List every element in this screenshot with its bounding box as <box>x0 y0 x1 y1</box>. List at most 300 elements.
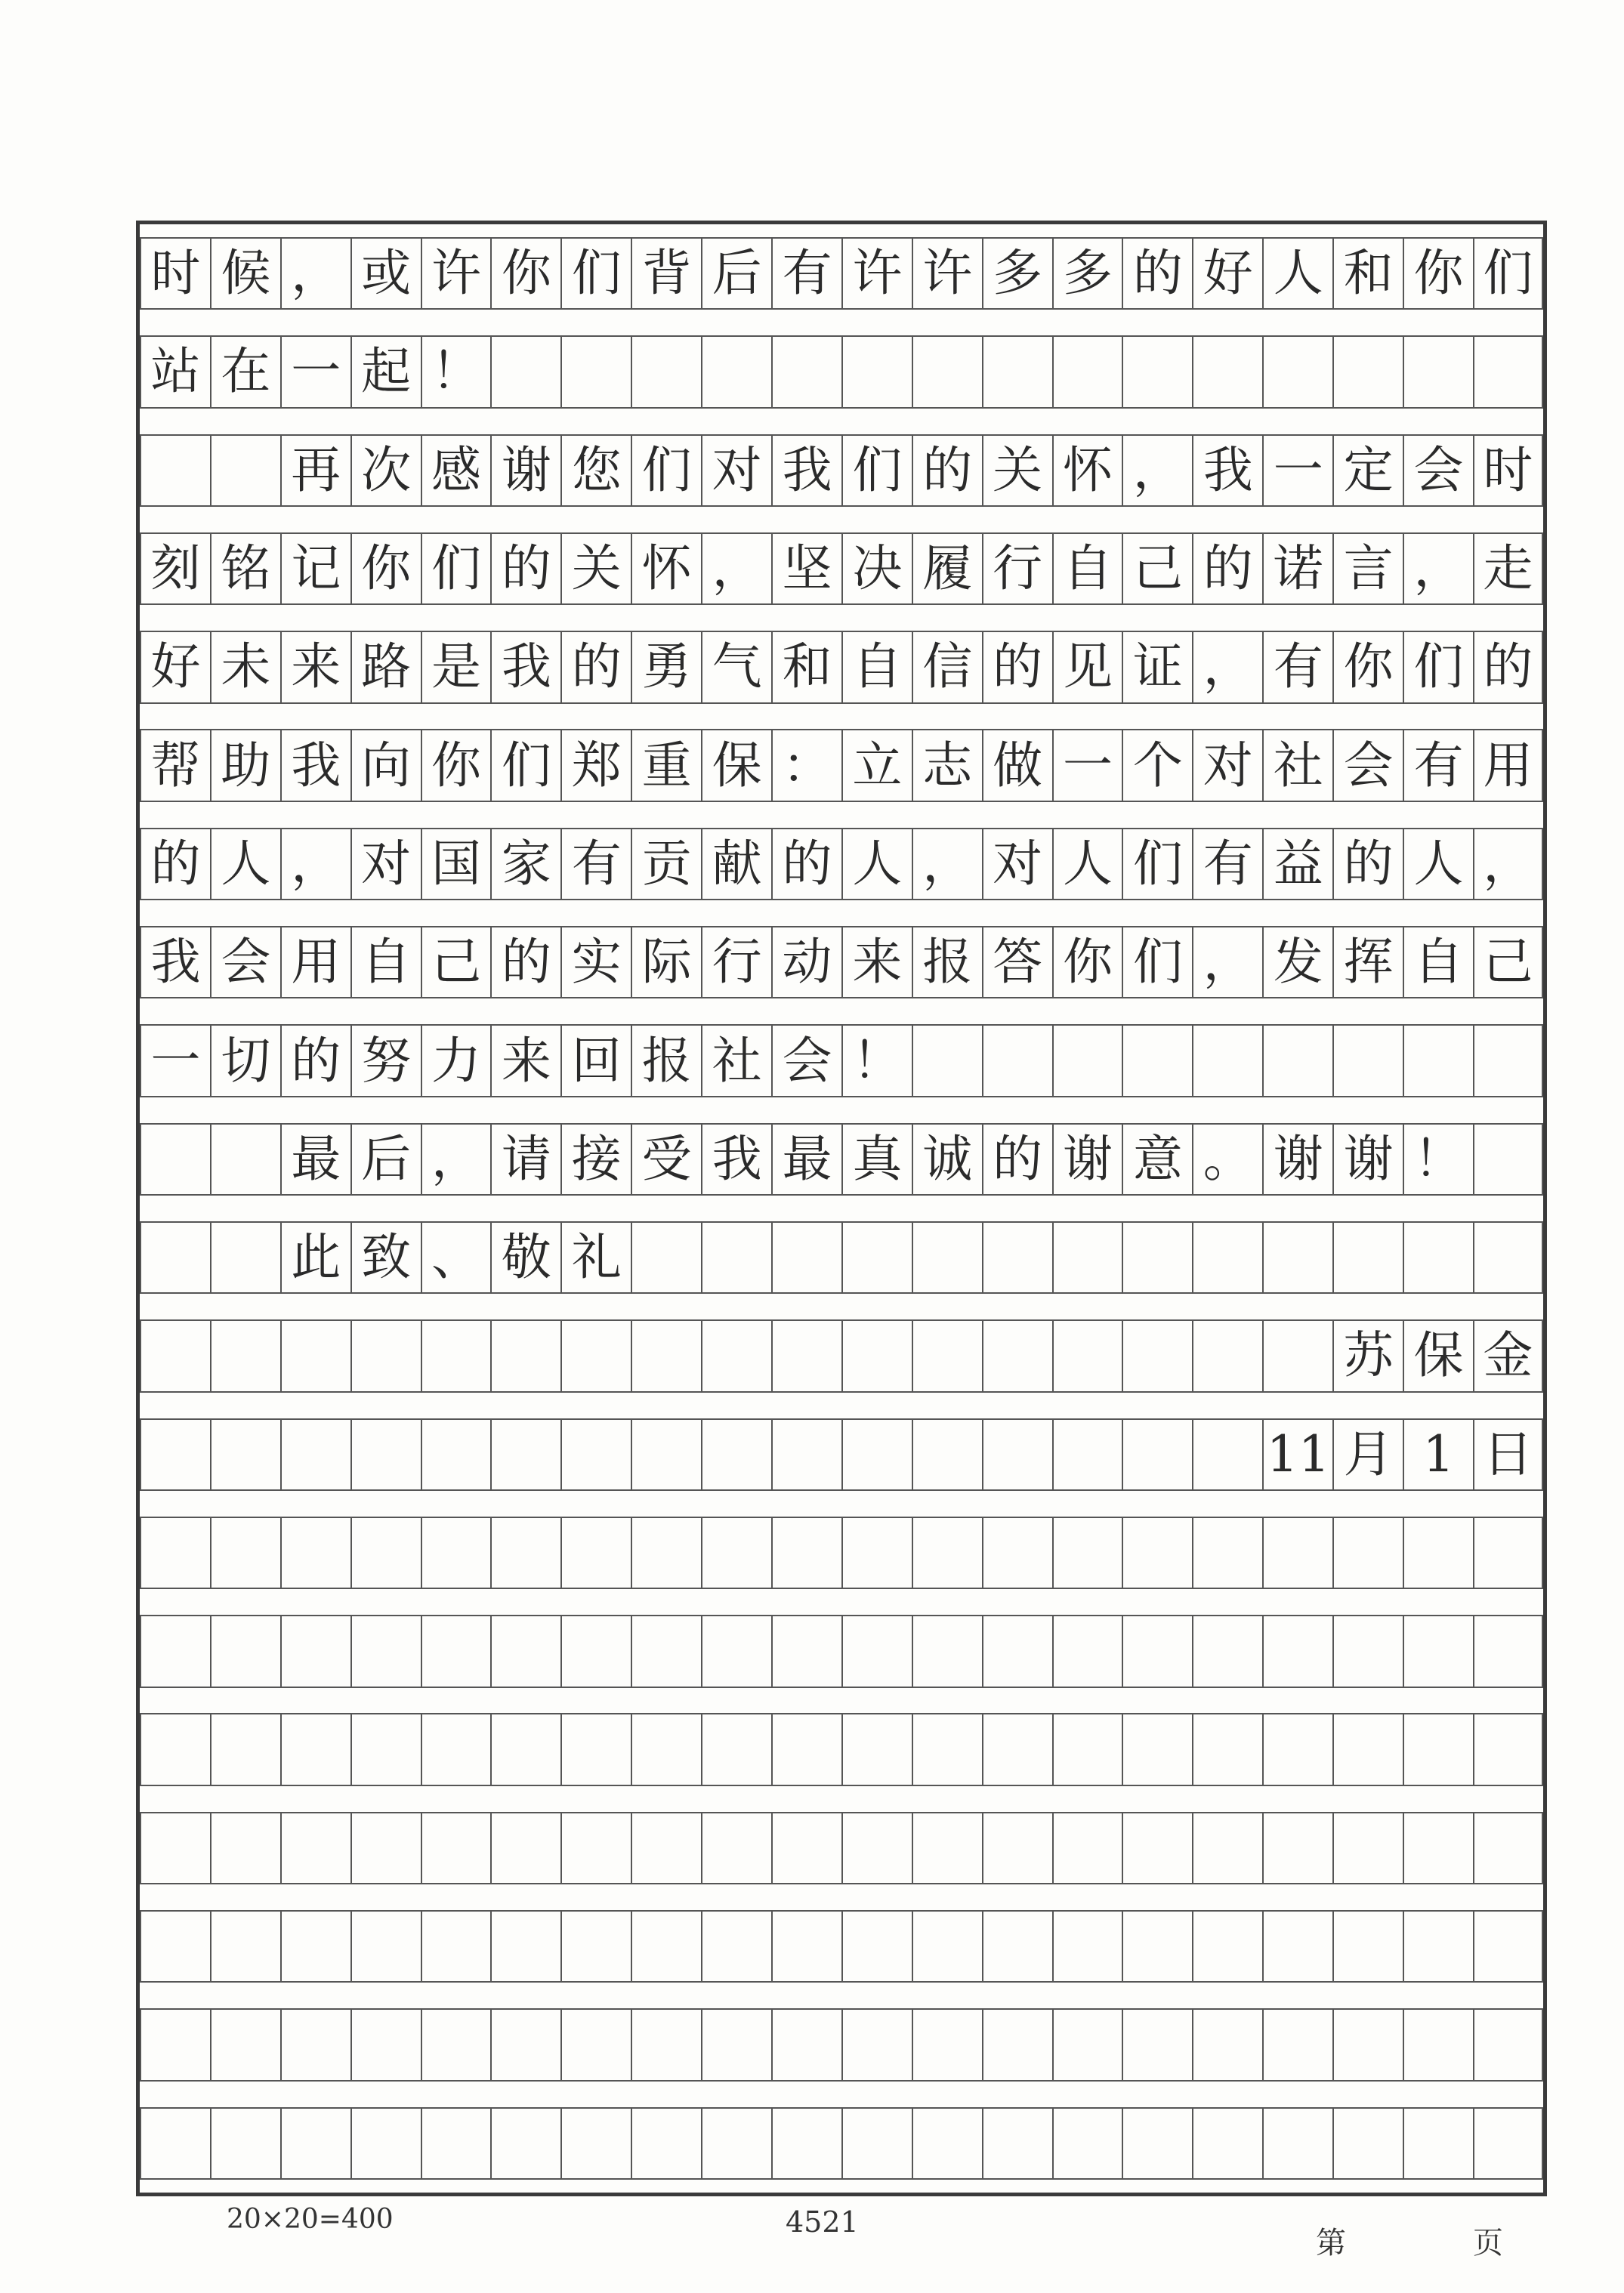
grid-cell <box>701 1615 771 1687</box>
grid-cell <box>421 1812 491 1884</box>
grid-cell: 的 <box>1332 828 1403 900</box>
grid-cell: 。 <box>1192 1123 1262 1196</box>
grid-cell <box>912 1812 982 1884</box>
grid-cell <box>1052 1615 1122 1687</box>
grid-cell <box>1332 2008 1403 2081</box>
grid-cell <box>1192 1319 1262 1392</box>
grid-cell <box>140 434 210 507</box>
grid-cell: 保 <box>1403 1319 1473 1392</box>
grid-row <box>140 1910 1543 1983</box>
grid-cell <box>1052 1910 1122 1983</box>
grid-cell: 保 <box>701 729 771 801</box>
grid-cell: 的 <box>1473 631 1543 703</box>
grid-cell <box>912 1615 982 1687</box>
grid-cell <box>560 1812 631 1884</box>
grid-cell <box>912 1418 982 1491</box>
grid-cell: 背 <box>631 237 701 310</box>
grid-cell <box>1262 1221 1332 1294</box>
grid-cell <box>841 1221 912 1294</box>
grid-cell <box>421 1418 491 1491</box>
grid-cell <box>140 1123 210 1196</box>
grid-cell: 努 <box>350 1024 421 1097</box>
grid-cell: 是 <box>421 631 491 703</box>
grid-cell <box>1122 1615 1192 1687</box>
grid-cell: 见 <box>1052 631 1122 703</box>
grid-cell <box>421 2107 491 2180</box>
grid-cell: 国 <box>421 828 491 900</box>
grid-cell <box>701 1910 771 1983</box>
grid-cell: 路 <box>350 631 421 703</box>
grid-cell <box>1192 2107 1262 2180</box>
grid-cell: 人 <box>841 828 912 900</box>
grid-cell: 人 <box>1403 828 1473 900</box>
grid-cell: 最 <box>280 1123 350 1196</box>
grid-cell <box>1122 2107 1192 2180</box>
grid-cell <box>490 1517 560 1589</box>
grid-cell <box>912 2008 982 2081</box>
grid-cell <box>982 1615 1052 1687</box>
grid-cell: 用 <box>1473 729 1543 801</box>
grid-cell <box>210 1418 280 1491</box>
grid-cell <box>771 2008 841 2081</box>
grid-cell: ， <box>912 828 982 900</box>
grid-cell: 用 <box>280 926 350 998</box>
grid-cell <box>1122 2008 1192 2081</box>
grid-cell <box>350 1418 421 1491</box>
grid-cell: 社 <box>1262 729 1332 801</box>
grid-cell: 对 <box>350 828 421 900</box>
grid-cell <box>771 1517 841 1589</box>
grid-cell <box>490 2107 560 2180</box>
grid-cell <box>280 1615 350 1687</box>
grid-cell: 社 <box>701 1024 771 1097</box>
grid-cell <box>421 1615 491 1687</box>
grid-cell: 我 <box>1192 434 1262 507</box>
grid-cell: 们 <box>1122 828 1192 900</box>
grid-row <box>140 1418 1543 1491</box>
grid-cell <box>350 1910 421 1983</box>
grid-cell: 来 <box>841 926 912 998</box>
grid-cell <box>140 1615 210 1687</box>
grid-cell: 有 <box>560 828 631 900</box>
grid-cell: 好 <box>1192 237 1262 310</box>
grid-cell: 日 <box>1473 1418 1543 1491</box>
grid-cell <box>210 1221 280 1294</box>
grid-cell <box>560 2008 631 2081</box>
grid-cell <box>912 1024 982 1097</box>
grid-cell: 们 <box>841 434 912 507</box>
grid-cell <box>1192 1713 1262 1785</box>
grid-cell <box>701 1812 771 1884</box>
grid-row <box>140 926 1543 998</box>
grid-cell <box>1052 1221 1122 1294</box>
grid-cell: 们 <box>1403 631 1473 703</box>
grid-cell: 证 <box>1122 631 1192 703</box>
grid-cell: 、 <box>421 1221 491 1294</box>
grid-cell <box>631 2107 701 2180</box>
grid-cell <box>560 1713 631 1785</box>
grid-cell: 贡 <box>631 828 701 900</box>
grid-cell <box>701 2008 771 2081</box>
grid-cell <box>1122 1319 1192 1392</box>
grid-row <box>140 335 1543 408</box>
grid-cell <box>210 1517 280 1589</box>
grid-cell: 礼 <box>560 1221 631 1294</box>
grid-cell <box>1332 1024 1403 1097</box>
grid-cell: 11 <box>1262 1418 1332 1491</box>
grid-cell: 请 <box>490 1123 560 1196</box>
grid-cell: 苏 <box>1332 1319 1403 1392</box>
grid-cell: 1 <box>1403 1418 1473 1491</box>
grid-cell <box>631 1713 701 1785</box>
grid-cell: 后 <box>701 237 771 310</box>
grid-cell: 回 <box>560 1024 631 1097</box>
grid-cell <box>771 1319 841 1392</box>
grid-cell <box>631 1418 701 1491</box>
grid-cell: 的 <box>490 532 560 605</box>
grid-cell <box>982 2008 1052 2081</box>
grid-cell <box>210 1319 280 1392</box>
grid-cell: 受 <box>631 1123 701 1196</box>
grid-cell: 意 <box>1122 1123 1192 1196</box>
grid-cell <box>982 335 1052 408</box>
grid-cell <box>771 1812 841 1884</box>
grid-cell: 的 <box>1192 532 1262 605</box>
grid-cell <box>280 1713 350 1785</box>
grid-cell <box>1403 1024 1473 1097</box>
grid-row <box>140 1123 1543 1196</box>
grid-cell <box>631 1221 701 1294</box>
grid-cell <box>140 1319 210 1392</box>
grid-cell <box>1052 1418 1122 1491</box>
grid-cell: 有 <box>771 237 841 310</box>
grid-cell <box>982 1221 1052 1294</box>
grid-cell: 向 <box>350 729 421 801</box>
grid-cell: 起 <box>350 335 421 408</box>
grid-cell <box>280 1319 350 1392</box>
grid-cell <box>1473 1910 1543 1983</box>
grid-cell: 的 <box>560 631 631 703</box>
grid-cell: 行 <box>701 926 771 998</box>
grid-cell <box>140 1221 210 1294</box>
grid-cell: 最 <box>771 1123 841 1196</box>
grid-cell: 一 <box>1262 434 1332 507</box>
grid-cell <box>912 335 982 408</box>
grid-cell: ， <box>1192 926 1262 998</box>
grid-cell: 的 <box>912 434 982 507</box>
grid-cell: ， <box>280 828 350 900</box>
grid-cell <box>140 2008 210 2081</box>
grid-cell <box>490 1319 560 1392</box>
grid-cell: 履 <box>912 532 982 605</box>
grid-cell: 会 <box>1332 729 1403 801</box>
grid-cell <box>210 2107 280 2180</box>
grid-cell <box>210 1713 280 1785</box>
grid-cell: 你 <box>1403 237 1473 310</box>
grid-cell: 站 <box>140 335 210 408</box>
grid-cell: 会 <box>771 1024 841 1097</box>
grid-cell: ， <box>1403 532 1473 605</box>
grid-cell <box>982 1517 1052 1589</box>
grid-cell: 的 <box>982 631 1052 703</box>
grid-cell: 你 <box>1052 926 1122 998</box>
grid-cell: 人 <box>1262 237 1332 310</box>
grid-cell <box>560 1615 631 1687</box>
grid-cell: 时 <box>1473 434 1543 507</box>
grid-cell: 未 <box>210 631 280 703</box>
grid-cell <box>701 2107 771 2180</box>
grid-cell <box>631 1319 701 1392</box>
grid-cell: 怀 <box>631 532 701 605</box>
grid-cell <box>490 1910 560 1983</box>
grid-cell <box>210 1615 280 1687</box>
grid-cell <box>560 1319 631 1392</box>
grid-cell <box>1192 1812 1262 1884</box>
grid-cell: 人 <box>210 828 280 900</box>
grid-cell <box>631 2008 701 2081</box>
grid-row <box>140 631 1543 703</box>
grid-cell <box>1052 1713 1122 1785</box>
grid-cell <box>982 1713 1052 1785</box>
grid-cell: 答 <box>982 926 1052 998</box>
grid-cell <box>280 2008 350 2081</box>
grid-cell <box>1052 335 1122 408</box>
grid-cell: 家 <box>490 828 560 900</box>
grid-cell: 益 <box>1262 828 1332 900</box>
grid-cell <box>912 2107 982 2180</box>
grid-cell <box>140 1713 210 1785</box>
grid-cell: 谢 <box>1052 1123 1122 1196</box>
grid-cell: 己 <box>421 926 491 998</box>
page-label-suffix: 页 <box>1473 2226 1503 2261</box>
grid-cell: 在 <box>210 335 280 408</box>
grid-cell <box>210 2008 280 2081</box>
grid-row <box>140 2008 1543 2081</box>
grid-row <box>140 1713 1543 1785</box>
grid-cell <box>140 1910 210 1983</box>
grid-cell: 多 <box>982 237 1052 310</box>
grid-cell <box>1262 2107 1332 2180</box>
grid-cell <box>280 1517 350 1589</box>
grid-cell <box>350 1812 421 1884</box>
grid-cell: 致 <box>350 1221 421 1294</box>
grid-cell <box>701 1319 771 1392</box>
grid-cell: 挥 <box>1332 926 1403 998</box>
grid-cell: 接 <box>560 1123 631 1196</box>
grid-cell: 走 <box>1473 532 1543 605</box>
grid-cell <box>701 1221 771 1294</box>
grid-cell: 许 <box>421 237 491 310</box>
grid-cell <box>841 1713 912 1785</box>
grid-row <box>140 729 1543 801</box>
grid-cell: 多 <box>1052 237 1122 310</box>
grid-cell <box>1473 335 1543 408</box>
grid-cell <box>1262 1713 1332 1785</box>
grid-cell <box>1473 1123 1543 1196</box>
grid-cell: ， <box>280 237 350 310</box>
grid-cell <box>1052 2107 1122 2180</box>
grid-cell <box>1332 1910 1403 1983</box>
grid-cell <box>1403 1910 1473 1983</box>
grid-cell: 勇 <box>631 631 701 703</box>
grid-cell: 力 <box>421 1024 491 1097</box>
grid-cell: 关 <box>560 532 631 605</box>
grid-cell <box>1403 2008 1473 2081</box>
grid-cell <box>841 1418 912 1491</box>
grid-cell: 的 <box>982 1123 1052 1196</box>
grid-cell: 对 <box>982 828 1052 900</box>
grid-cell <box>631 1910 701 1983</box>
grid-row <box>140 1517 1543 1589</box>
grid-cell: 报 <box>912 926 982 998</box>
grid-cell: 谢 <box>1262 1123 1332 1196</box>
grid-row <box>140 532 1543 605</box>
grid-cell: 许 <box>912 237 982 310</box>
grid-cell <box>1473 1812 1543 1884</box>
grid-cell <box>771 335 841 408</box>
grid-cell <box>1192 1615 1262 1687</box>
grid-cell: 一 <box>140 1024 210 1097</box>
grid-row <box>140 1319 1543 1392</box>
grid-cell: 和 <box>771 631 841 703</box>
grid-cell <box>1332 1221 1403 1294</box>
grid-cell: 献 <box>701 828 771 900</box>
grid-cell: ， <box>1122 434 1192 507</box>
grid-cell <box>1403 335 1473 408</box>
grid-cell <box>1192 1221 1262 1294</box>
grid-cell: 刻 <box>140 532 210 605</box>
grid-cell: 诚 <box>912 1123 982 1196</box>
grid-cell: 做 <box>982 729 1052 801</box>
grid-row <box>140 1812 1543 1884</box>
grid-cell: 谢 <box>1332 1123 1403 1196</box>
grid-cell: 你 <box>490 237 560 310</box>
grid-cell <box>1473 2008 1543 2081</box>
grid-cell: 助 <box>210 729 280 801</box>
grid-cell <box>771 1615 841 1687</box>
grid-cell <box>421 1517 491 1589</box>
grid-cell <box>421 1319 491 1392</box>
grid-cell: 的 <box>140 828 210 900</box>
grid-cell: 记 <box>280 532 350 605</box>
grid-cell: 实 <box>560 926 631 998</box>
grid-cell <box>1332 335 1403 408</box>
grid-cell <box>1403 1221 1473 1294</box>
grid-cell <box>701 1418 771 1491</box>
grid-cell <box>912 1910 982 1983</box>
grid-cell <box>1332 1517 1403 1589</box>
grid-cell: 切 <box>210 1024 280 1097</box>
grid-cell: 此 <box>280 1221 350 1294</box>
grid-cell <box>1473 1517 1543 1589</box>
grid-cell: 会 <box>210 926 280 998</box>
grid-cell <box>701 335 771 408</box>
grid-cell <box>1192 1418 1262 1491</box>
grid-cell: 我 <box>771 434 841 507</box>
grid-cell <box>701 1517 771 1589</box>
grid-cell <box>140 1812 210 1884</box>
grid-cell: 信 <box>912 631 982 703</box>
grid-cell: 的 <box>280 1024 350 1097</box>
grid-cell <box>1403 2107 1473 2180</box>
grid-cell: 的 <box>1122 237 1192 310</box>
grid-cell <box>210 1123 280 1196</box>
grid-row <box>140 1221 1543 1294</box>
grid-cell: 谢 <box>490 434 560 507</box>
grid-cell <box>490 1615 560 1687</box>
grid-cell <box>912 1221 982 1294</box>
grid-cell <box>280 1418 350 1491</box>
grid-cell <box>1262 1024 1332 1097</box>
grid-cell: ， <box>421 1123 491 1196</box>
grid-cell <box>1122 1221 1192 1294</box>
grid-cell <box>1262 1517 1332 1589</box>
grid-cell: 一 <box>280 335 350 408</box>
grid-cell <box>1052 1024 1122 1097</box>
grid-cell: 对 <box>701 434 771 507</box>
grid-cell: ： <box>771 729 841 801</box>
grid-cell: 行 <box>982 532 1052 605</box>
grid-cell: 铭 <box>210 532 280 605</box>
grid-cell <box>1122 1812 1192 1884</box>
grid-cell: 决 <box>841 532 912 605</box>
grid-cell <box>1403 1812 1473 1884</box>
grid-cell: 次 <box>350 434 421 507</box>
grid-cell <box>280 1812 350 1884</box>
grid-cell: 们 <box>421 532 491 605</box>
grid-cell <box>560 1517 631 1589</box>
grid-cell: 有 <box>1262 631 1332 703</box>
grid-cell: 敬 <box>490 1221 560 1294</box>
grid-cell <box>841 335 912 408</box>
grid-cell <box>490 335 560 408</box>
grid-cell <box>631 1517 701 1589</box>
grid-cell: 时 <box>140 237 210 310</box>
grid-cell <box>982 1812 1052 1884</box>
grid-cell <box>1052 2008 1122 2081</box>
grid-cell <box>421 1910 491 1983</box>
grid-cell: 言 <box>1332 532 1403 605</box>
grid-cell: ， <box>1473 828 1543 900</box>
grid-row <box>140 434 1543 507</box>
grid-cell <box>490 1812 560 1884</box>
grid-cell <box>421 1713 491 1785</box>
grid-cell: 有 <box>1403 729 1473 801</box>
grid-cell: 个 <box>1122 729 1192 801</box>
grid-cell <box>771 1910 841 1983</box>
grid-cell: 金 <box>1473 1319 1543 1392</box>
grid-cell <box>1122 1024 1192 1097</box>
grid-cell: 月 <box>1332 1418 1403 1491</box>
grid-cell: 际 <box>631 926 701 998</box>
grid-cell <box>1473 1221 1543 1294</box>
grid-cell <box>912 1517 982 1589</box>
grid-cell <box>771 2107 841 2180</box>
grid-cell: 好 <box>140 631 210 703</box>
grid-cell: 发 <box>1262 926 1332 998</box>
grid-cell <box>841 2107 912 2180</box>
grid-cell: 再 <box>280 434 350 507</box>
grid-cell <box>1262 1615 1332 1687</box>
grid-cell <box>1473 1713 1543 1785</box>
grid-cell <box>841 2008 912 2081</box>
grid-cell: 一 <box>1052 729 1122 801</box>
grid-cell: 有 <box>1192 828 1262 900</box>
grid-cell <box>490 1713 560 1785</box>
grid-cell: 们 <box>490 729 560 801</box>
grid-cell <box>1052 1517 1122 1589</box>
grid-cell: 们 <box>631 434 701 507</box>
